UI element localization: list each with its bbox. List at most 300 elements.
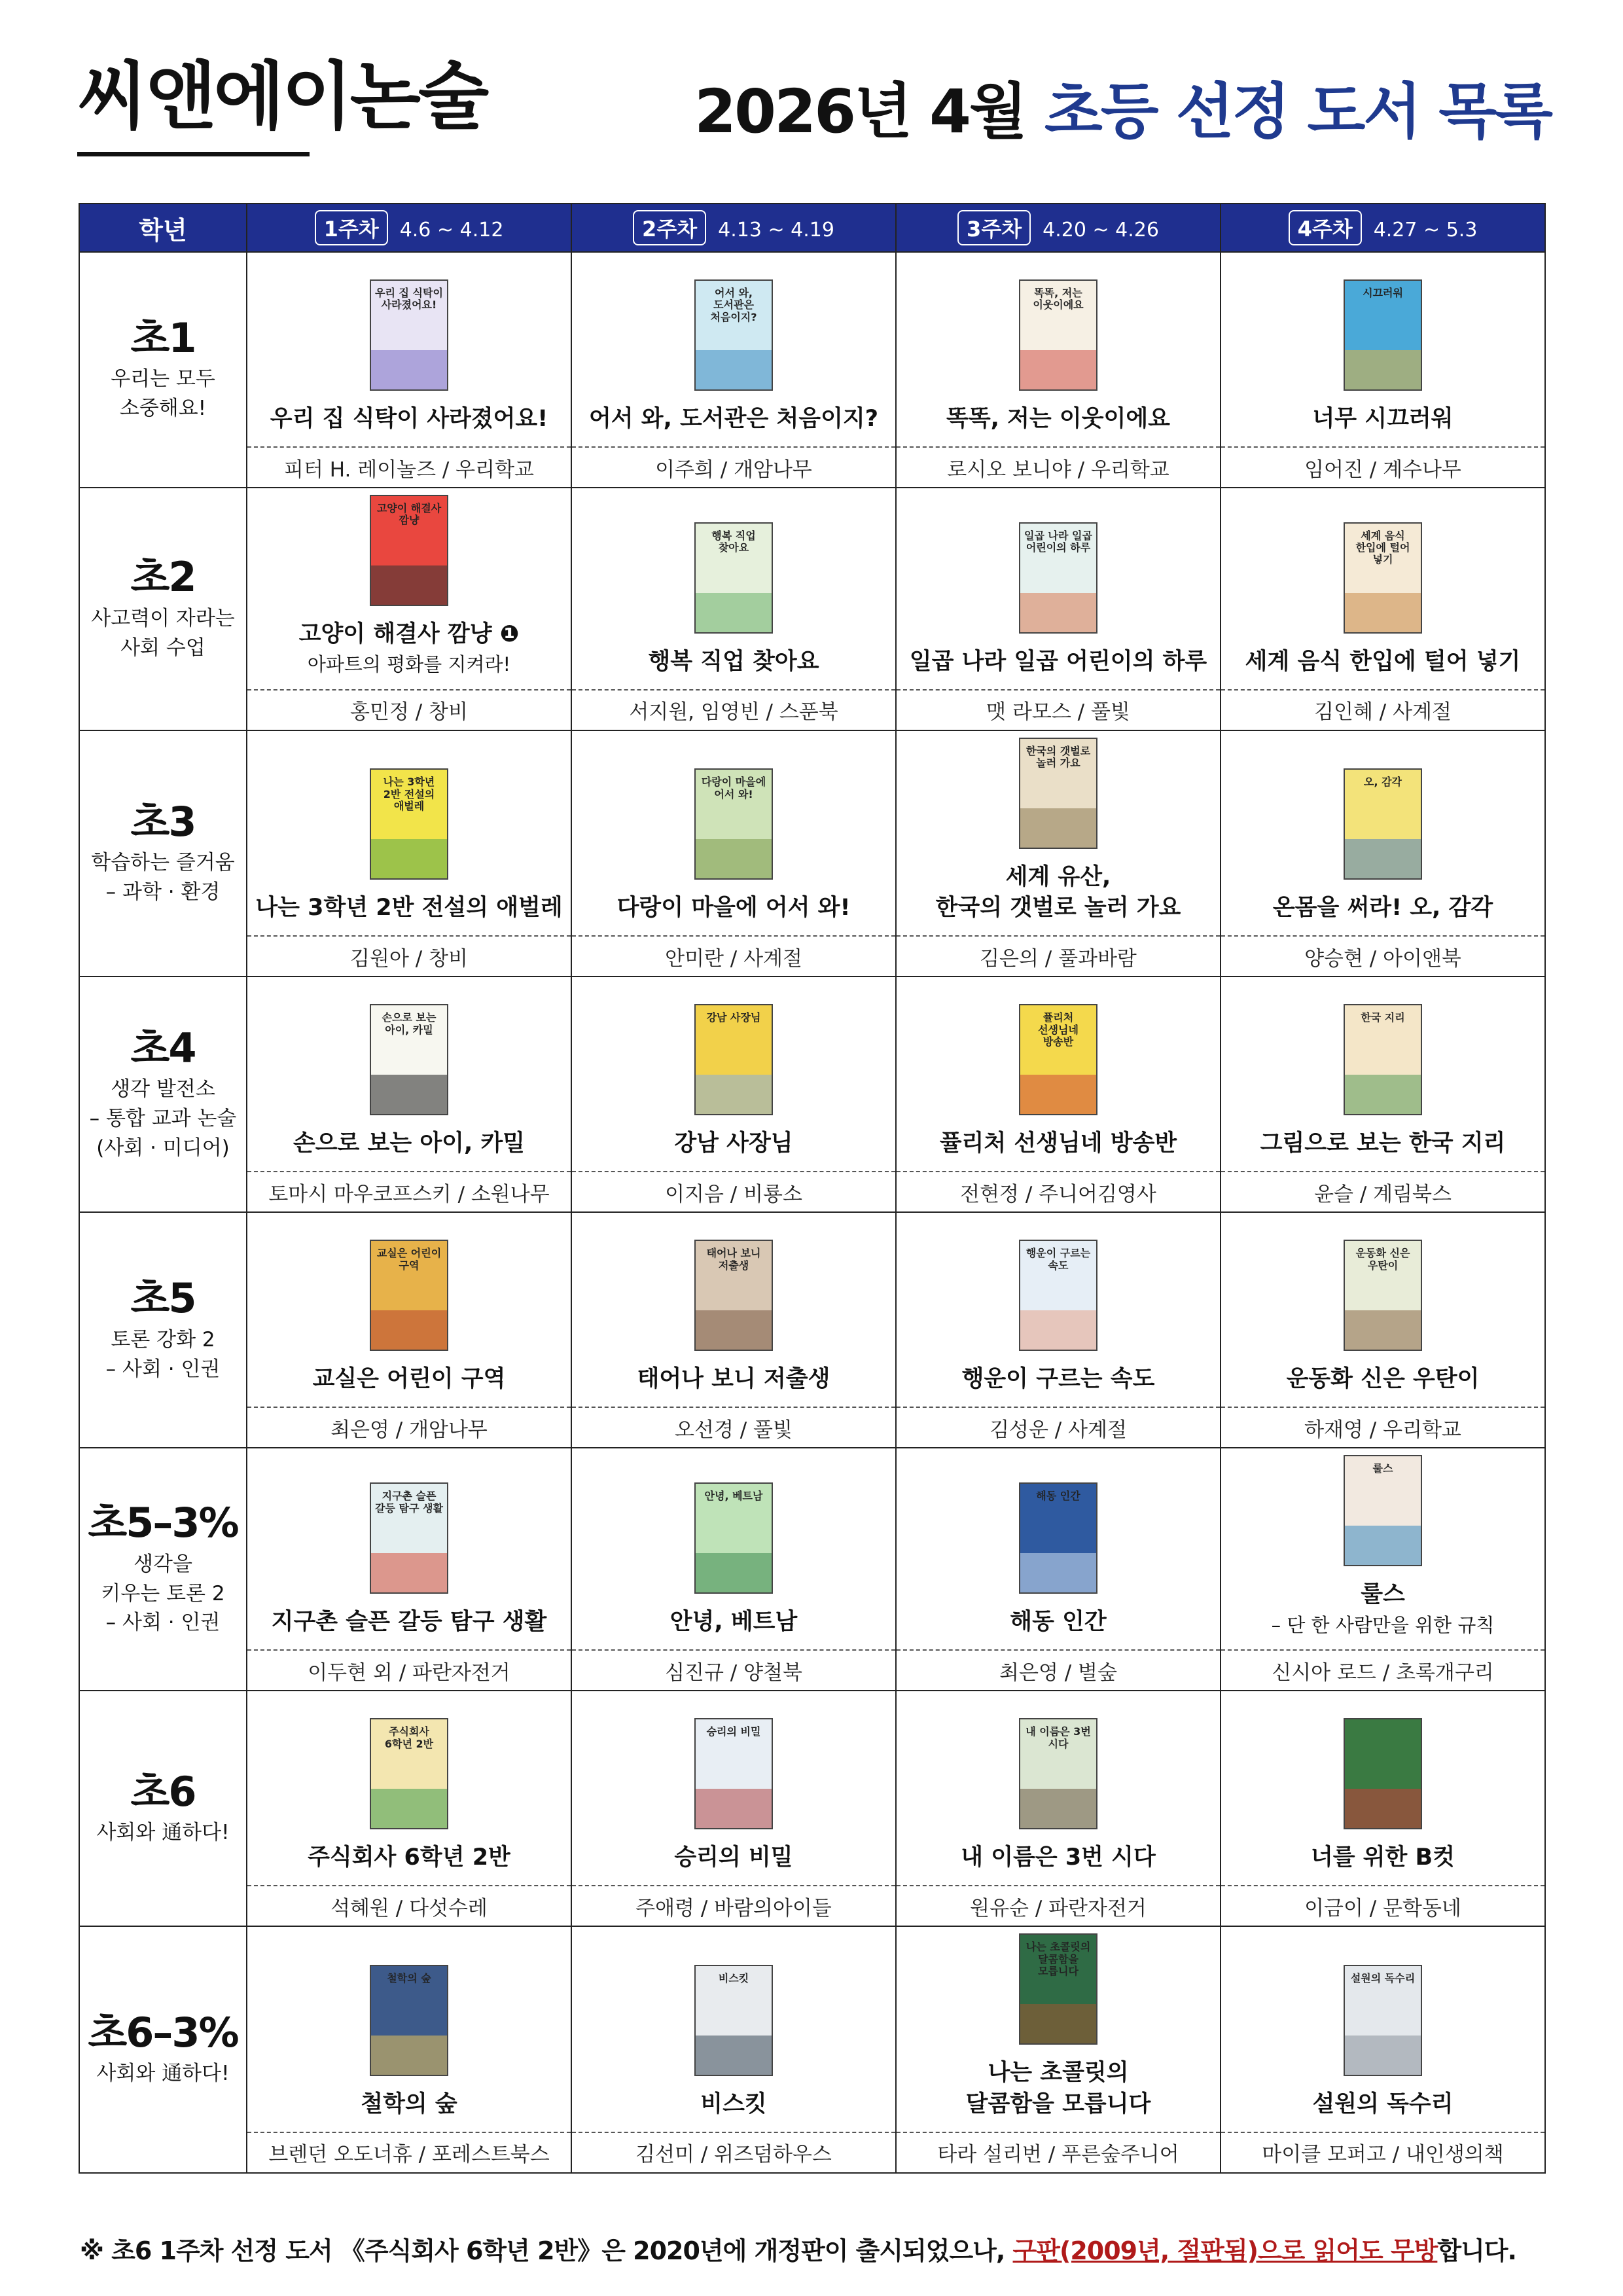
author-row bbox=[79, 447, 1545, 488]
book-cover-text: 한국 지리 bbox=[1361, 1011, 1405, 1024]
book-cover-wrapper bbox=[1221, 762, 1544, 880]
grade-name: 초5 bbox=[130, 1274, 196, 1323]
book-cell-padding bbox=[897, 435, 1220, 446]
book-cover-illustration bbox=[696, 593, 772, 632]
book-cover-image bbox=[1019, 279, 1097, 391]
week-header-3 bbox=[896, 204, 1221, 252]
grade-description-line: 사회 수업 bbox=[120, 636, 205, 660]
book-cell bbox=[896, 730, 1221, 937]
book-cell bbox=[1221, 730, 1545, 937]
grade-description bbox=[80, 1325, 246, 1384]
week-dates: 4.20 ~ 4.26 bbox=[1043, 219, 1159, 242]
title-highlight: 초등 선정 도서 목록 bbox=[1044, 77, 1551, 147]
book-title: 다랑이 마을에 어서 와! bbox=[616, 895, 851, 922]
book-author-publisher: 김은의 / 풀과바람 bbox=[896, 936, 1221, 977]
book-cover-illustration bbox=[1345, 1310, 1421, 1350]
book-cell bbox=[571, 1926, 896, 2132]
book-cell bbox=[896, 1926, 1221, 2132]
table-row bbox=[79, 252, 1545, 447]
book-cover-image bbox=[1344, 1718, 1422, 1829]
book-cover-image bbox=[370, 1240, 448, 1351]
book-title: 행복 직업 찾아요 bbox=[648, 648, 819, 675]
grade-name: 초2 bbox=[130, 553, 196, 601]
book-cover-text: 다랑이 마을에 어서 와! bbox=[701, 776, 766, 800]
book-author-publisher: 이주희 / 개암나무 bbox=[571, 447, 896, 488]
table-header-row bbox=[79, 204, 1545, 252]
grade-description-line: (사회 · 미디어) bbox=[96, 1136, 230, 1160]
book-subtitle: 아파트의 평화를 지켜라! bbox=[307, 653, 511, 676]
book-cell-padding bbox=[572, 435, 895, 446]
book-cell bbox=[571, 977, 896, 1172]
book-title: 강남 사장님 bbox=[674, 1130, 793, 1157]
book-author-publisher: 석혜원 / 다섯수레 bbox=[247, 1886, 571, 1926]
book-cover-image bbox=[1019, 1933, 1097, 2045]
book-author-publisher: 임어진 / 계수나무 bbox=[1221, 447, 1545, 488]
book-title: 지구촌 슬픈 갈등 탐구 생활 bbox=[271, 1609, 547, 1636]
book-cover-wrapper bbox=[572, 997, 895, 1115]
book-cover-text: 고양이 해결사 깜냥 bbox=[376, 502, 442, 527]
book-cover-image bbox=[694, 522, 773, 634]
book-author-publisher: 서지원, 임영빈 / 스푼북 bbox=[571, 690, 896, 730]
book-cover-wrapper bbox=[247, 1958, 571, 2076]
book-cover-image bbox=[370, 1004, 448, 1115]
grade-description bbox=[80, 848, 246, 907]
book-cover-illustration bbox=[696, 1553, 772, 1592]
book-title: 똑똑, 저는 이웃이에요 bbox=[946, 405, 1170, 432]
book-cell bbox=[571, 1212, 896, 1407]
book-cover-text: 세계 음식 한입에 털어 넣기 bbox=[1355, 529, 1410, 566]
book-cell-padding bbox=[247, 677, 571, 689]
book-cell bbox=[1221, 488, 1545, 690]
grade-description bbox=[80, 2059, 246, 2089]
book-cover-text: 어서 와, 도서관은 처음이지? bbox=[710, 286, 757, 323]
grade-cell bbox=[79, 252, 247, 488]
book-cover-text: 오, 감각 bbox=[1363, 776, 1402, 789]
book-cover-illustration bbox=[1020, 593, 1096, 632]
book-title: 안녕, 베트남 bbox=[669, 1609, 798, 1636]
book-cover-image bbox=[1344, 1240, 1422, 1351]
book-cover-wrapper bbox=[1221, 1448, 1544, 1566]
book-cover-illustration bbox=[1345, 350, 1421, 389]
author-row bbox=[79, 1886, 1545, 1926]
book-author-publisher: 김원아 / 창비 bbox=[247, 936, 571, 977]
book-cover-text: 철학의 숲 bbox=[387, 1971, 431, 1984]
book-title: 손으로 보는 아이, 카밀 bbox=[293, 1130, 526, 1157]
book-title: 철학의 숲 bbox=[361, 2090, 457, 2117]
book-cell-padding bbox=[897, 1395, 1220, 1407]
book-cover-wrapper bbox=[1221, 273, 1544, 391]
book-author-publisher: 이금이 / 문학동네 bbox=[1221, 1886, 1545, 1926]
book-cover-illustration bbox=[1020, 350, 1096, 389]
book-author-publisher: 주애령 / 바람의아이들 bbox=[571, 1886, 896, 1926]
book-author-publisher: 전현정 / 주니어김영사 bbox=[896, 1172, 1221, 1212]
book-cell-padding bbox=[1221, 1873, 1544, 1885]
grade-cell bbox=[79, 1212, 247, 1448]
book-cell-padding bbox=[1221, 435, 1544, 446]
book-cell bbox=[247, 488, 571, 690]
book-title: 너를 위한 B컷 bbox=[1310, 1844, 1455, 1871]
book-cover-wrapper bbox=[247, 1476, 571, 1594]
book-cell-padding bbox=[572, 2120, 895, 2132]
book-author-publisher: 김선미 / 위즈덤하우스 bbox=[571, 2132, 896, 2173]
grade-name: 초6 bbox=[130, 1767, 196, 1816]
book-cover-wrapper bbox=[897, 1476, 1220, 1594]
book-cover-image bbox=[694, 1482, 773, 1594]
book-subtitle: – 단 한 사람만을 위한 규칙 bbox=[1271, 1613, 1495, 1636]
book-cover-wrapper bbox=[897, 997, 1220, 1115]
book-cover-image bbox=[1019, 1482, 1097, 1594]
book-author-publisher: 오선경 / 풀빛 bbox=[571, 1407, 896, 1448]
book-author-publisher: 이두현 외 / 파란자전거 bbox=[247, 1650, 571, 1691]
book-cover-illustration bbox=[371, 565, 447, 605]
grade-description-line: 사회와 通하다! bbox=[96, 2062, 230, 2086]
week-tag: 3주차 bbox=[957, 210, 1031, 245]
footnote-suffix: 합니다. bbox=[1437, 2236, 1516, 2265]
book-cell-padding bbox=[247, 1873, 571, 1885]
grade-description bbox=[80, 1550, 246, 1638]
book-author-publisher: 피터 H. 레이놀즈 / 우리학교 bbox=[247, 447, 571, 488]
book-subtitle: 한국의 갯벌로 놀러 가요 bbox=[935, 895, 1181, 922]
grade-name: 초6–3% bbox=[88, 2009, 238, 2057]
book-cover-text: 똑똑, 저는 이웃이에요 bbox=[1033, 286, 1084, 312]
book-cover-wrapper bbox=[897, 731, 1220, 849]
book-cover-illustration bbox=[696, 839, 772, 878]
grade-description-line: 키우는 토론 2 bbox=[101, 1581, 225, 1605]
book-author-publisher: 맷 라모스 / 풀빛 bbox=[896, 690, 1221, 730]
book-list-table bbox=[79, 203, 1546, 2174]
book-cover-illustration bbox=[1020, 1310, 1096, 1350]
book-title: 비스킷 bbox=[700, 2090, 767, 2117]
book-cover-illustration bbox=[371, 1075, 447, 1114]
week-header-1 bbox=[247, 204, 571, 252]
book-author-publisher: 최은영 / 개암나무 bbox=[247, 1407, 571, 1448]
book-author-publisher: 마이클 모퍼고 / 내인생의책 bbox=[1221, 2132, 1545, 2173]
book-cover-text: 비스킷 bbox=[718, 1971, 749, 1984]
book-cover-image bbox=[694, 1965, 773, 2076]
footnote bbox=[80, 2231, 1516, 2267]
week-tag: 4주차 bbox=[1289, 210, 1362, 245]
book-cell-padding bbox=[572, 1159, 895, 1171]
grade-description-line: – 사회 · 인권 bbox=[105, 1611, 221, 1635]
week-dates: 4.13 ~ 4.19 bbox=[718, 219, 834, 242]
book-cell bbox=[571, 1448, 896, 1650]
book-cover-illustration bbox=[371, 1553, 447, 1592]
book-title: 설원의 독수리 bbox=[1312, 2090, 1454, 2117]
grade-cell bbox=[79, 1926, 247, 2173]
book-cell bbox=[896, 1691, 1221, 1886]
table-row bbox=[79, 977, 1545, 1172]
book-author-publisher: 김인혜 / 사계절 bbox=[1221, 690, 1545, 730]
book-cell-padding bbox=[247, 1638, 571, 1649]
grade-cell bbox=[79, 1691, 247, 1926]
book-cover-image bbox=[1019, 522, 1097, 634]
book-cover-illustration bbox=[696, 1310, 772, 1350]
book-cover-image bbox=[1344, 279, 1422, 391]
book-cover-illustration bbox=[371, 350, 447, 389]
book-cell-padding bbox=[572, 1395, 895, 1407]
book-cover-illustration bbox=[696, 1075, 772, 1114]
book-title: 고양이 해결사 깜냥 ❶ bbox=[298, 621, 520, 647]
book-cell-padding bbox=[1221, 924, 1544, 935]
book-title: 그림으로 보는 한국 지리 bbox=[1260, 1130, 1506, 1157]
book-cover-illustration bbox=[1345, 839, 1421, 878]
book-title: 운동화 신은 우탄이 bbox=[1286, 1366, 1480, 1393]
book-cover-text: 승리의 비밀 bbox=[706, 1725, 761, 1738]
book-cover-illustration bbox=[371, 2036, 447, 2075]
book-cover-text: 시끄러워 bbox=[1363, 286, 1403, 299]
grade-description-line: – 과학 · 환경 bbox=[105, 880, 221, 905]
book-cover-wrapper bbox=[1221, 1958, 1544, 2076]
grade-name: 초4 bbox=[130, 1024, 196, 1072]
book-title: 주식회사 6학년 2반 bbox=[308, 1844, 510, 1871]
book-title: 내 이름은 3번 시다 bbox=[961, 1844, 1156, 1871]
book-cell-padding bbox=[1221, 1638, 1544, 1649]
book-cell-padding bbox=[1221, 677, 1544, 689]
book-cell-padding bbox=[247, 435, 571, 446]
book-title: 행운이 구르는 속도 bbox=[961, 1366, 1155, 1393]
book-cover-illustration bbox=[1020, 2004, 1096, 2043]
book-author-publisher: 로시오 보니야 / 우리학교 bbox=[896, 447, 1221, 488]
grade-description-line: 생각 발전소 bbox=[111, 1077, 215, 1102]
book-cover-wrapper bbox=[897, 1233, 1220, 1351]
book-cell bbox=[1221, 252, 1545, 447]
author-row bbox=[79, 936, 1545, 977]
book-cover-wrapper bbox=[897, 516, 1220, 634]
book-title: 룰스 bbox=[1361, 1581, 1405, 1608]
table-row bbox=[79, 1926, 1545, 2132]
grade-description-line: 생각을 bbox=[134, 1552, 192, 1576]
book-author-publisher: 브렌던 오도너휴 / 포레스트북스 bbox=[247, 2132, 571, 2173]
book-cell bbox=[1221, 1212, 1545, 1407]
grade-description-line: – 사회 · 인권 bbox=[105, 1357, 221, 1381]
book-cell bbox=[1221, 1926, 1545, 2132]
book-cell bbox=[247, 730, 571, 937]
book-cover-illustration bbox=[371, 1310, 447, 1350]
table-body bbox=[79, 252, 1545, 2173]
book-cover-wrapper bbox=[572, 762, 895, 880]
book-title: 나는 초콜릿의 bbox=[988, 2060, 1129, 2087]
book-cell bbox=[1221, 1448, 1545, 1650]
author-row bbox=[79, 2132, 1545, 2173]
book-cell bbox=[247, 1448, 571, 1650]
book-cover-wrapper bbox=[1221, 1712, 1544, 1829]
book-cover-illustration bbox=[371, 839, 447, 878]
book-cell bbox=[571, 488, 896, 690]
book-cell-padding bbox=[897, 677, 1220, 689]
book-cover-wrapper bbox=[897, 1927, 1220, 2045]
brand-logo: 씨앤에이논술 bbox=[77, 54, 487, 139]
grade-column-header: 학년 bbox=[79, 204, 247, 252]
book-cell bbox=[896, 977, 1221, 1172]
book-cover-image bbox=[370, 768, 448, 880]
book-title: 나는 3학년 2반 전설의 애벌레 bbox=[255, 895, 563, 922]
book-cover-image bbox=[694, 1718, 773, 1829]
week-header-4 bbox=[1221, 204, 1545, 252]
book-cover-text: 퓰리처 선생님네 방송반 bbox=[1038, 1011, 1079, 1048]
book-cell bbox=[571, 252, 896, 447]
grade-description bbox=[80, 1075, 246, 1163]
book-title: 우리 집 식탁이 사라졌어요! bbox=[270, 405, 548, 432]
book-author-publisher: 홍민정 / 창비 bbox=[247, 690, 571, 730]
book-cover-wrapper bbox=[897, 1712, 1220, 1829]
book-author-publisher: 윤슬 / 계림북스 bbox=[1221, 1172, 1545, 1212]
book-author-publisher: 이지음 / 비룡소 bbox=[571, 1172, 896, 1212]
book-cover-illustration bbox=[1020, 1789, 1096, 1828]
book-cell bbox=[571, 1691, 896, 1886]
book-cell-padding bbox=[897, 2120, 1220, 2132]
book-cover-image bbox=[370, 1965, 448, 2076]
book-cell-padding bbox=[247, 924, 571, 935]
book-cover-wrapper bbox=[1221, 997, 1544, 1115]
table-row bbox=[79, 1691, 1545, 1886]
book-cell bbox=[1221, 1691, 1545, 1886]
book-cover-image bbox=[1344, 522, 1422, 634]
grade-description bbox=[80, 1818, 246, 1848]
author-row bbox=[79, 1407, 1545, 1448]
book-cell-padding bbox=[897, 1873, 1220, 1885]
table-row bbox=[79, 730, 1545, 937]
book-cell bbox=[896, 252, 1221, 447]
book-cover-illustration bbox=[1020, 1553, 1096, 1592]
book-cover-image bbox=[1344, 1004, 1422, 1115]
brand-underline bbox=[77, 152, 310, 156]
book-cell-padding bbox=[572, 677, 895, 689]
book-cover-wrapper bbox=[572, 273, 895, 391]
book-cell-padding bbox=[572, 1873, 895, 1885]
book-cell-padding bbox=[572, 924, 895, 935]
book-cover-image bbox=[1019, 1718, 1097, 1829]
book-cover-wrapper bbox=[572, 1712, 895, 1829]
book-cover-image bbox=[694, 1004, 773, 1115]
book-cover-wrapper bbox=[247, 762, 571, 880]
author-row bbox=[79, 1650, 1545, 1691]
book-cover-text: 운동화 신은 우탄이 bbox=[1355, 1247, 1410, 1272]
book-cover-image bbox=[1344, 1455, 1422, 1566]
book-cover-image bbox=[694, 279, 773, 391]
book-cover-wrapper bbox=[1221, 516, 1544, 634]
book-cover-text: 나는 3학년 2반 전설의 애벌레 bbox=[383, 776, 435, 812]
book-cell bbox=[247, 1691, 571, 1886]
book-cell-padding bbox=[1221, 2120, 1544, 2132]
grade-cell bbox=[79, 488, 247, 730]
grade-description bbox=[80, 365, 246, 423]
book-cover-wrapper bbox=[572, 516, 895, 634]
book-cell-padding bbox=[1221, 1395, 1544, 1407]
grade-description-line: 학습하는 즐거움 bbox=[91, 851, 235, 875]
book-cover-text: 한국의 갯벌로 놀러 가요 bbox=[1026, 744, 1091, 770]
book-cover-text: 교실은 어린이 구역 bbox=[376, 1247, 442, 1272]
week-dates: 4.27 ~ 5.3 bbox=[1373, 219, 1478, 242]
grade-cell bbox=[79, 730, 247, 977]
grade-description-line: 사회와 通하다! bbox=[96, 1821, 230, 1844]
week-tag: 2주차 bbox=[633, 210, 706, 245]
book-author-publisher: 타라 설리번 / 푸른숲주니어 bbox=[896, 2132, 1221, 2173]
book-cover-image bbox=[370, 495, 448, 606]
book-cover-image bbox=[1019, 1004, 1097, 1115]
table-row bbox=[79, 1212, 1545, 1407]
book-cell-padding bbox=[247, 1395, 571, 1407]
table-row bbox=[79, 1448, 1545, 1650]
book-cover-image bbox=[370, 279, 448, 391]
book-cover-image bbox=[370, 1482, 448, 1594]
book-title: 일곱 나라 일곱 어린이의 하루 bbox=[909, 648, 1207, 675]
grade-description-line: 토론 강화 2 bbox=[111, 1327, 215, 1352]
book-author-publisher: 원유순 / 파란자전거 bbox=[896, 1886, 1221, 1926]
grade-description-line: 우리는 모두 bbox=[111, 367, 215, 391]
book-cell-padding bbox=[897, 1159, 1220, 1171]
book-cover-text: 해동 인간 bbox=[1036, 1490, 1080, 1503]
author-row bbox=[79, 1172, 1545, 1212]
grade-description-line: 소중해요! bbox=[119, 397, 207, 421]
book-author-publisher: 안미란 / 사계절 bbox=[571, 936, 896, 977]
book-cover-image bbox=[1344, 768, 1422, 880]
book-cover-illustration bbox=[696, 1789, 772, 1828]
book-cover-illustration bbox=[696, 2036, 772, 2075]
book-author-publisher: 심진규 / 양철북 bbox=[571, 1650, 896, 1691]
book-cover-text: 우리 집 식탁이 사라졌어요! bbox=[375, 286, 443, 312]
book-cover-wrapper bbox=[247, 1233, 571, 1351]
book-cell-padding bbox=[1221, 1159, 1544, 1171]
book-title: 어서 와, 도서관은 처음이지? bbox=[588, 405, 879, 432]
book-cover-wrapper bbox=[247, 1712, 571, 1829]
book-cell bbox=[571, 730, 896, 937]
book-cell bbox=[896, 1448, 1221, 1650]
book-cover-wrapper bbox=[572, 1958, 895, 2076]
book-author-publisher: 하재영 / 우리학교 bbox=[1221, 1407, 1545, 1448]
book-title: 승리의 비밀 bbox=[674, 1844, 793, 1871]
book-title: 교실은 어린이 구역 bbox=[312, 1366, 506, 1393]
book-cell bbox=[896, 1212, 1221, 1407]
book-cell bbox=[247, 252, 571, 447]
book-cover-image bbox=[1019, 738, 1097, 849]
book-cell-padding bbox=[897, 924, 1220, 935]
footnote-prefix: ※ 초6 1주차 선정 도서 《주식회사 6학년 2반》은 2020년에 개정판이 출시되었으나, bbox=[80, 2236, 1013, 2265]
week-header-2 bbox=[571, 204, 896, 252]
grade-name: 초5–3% bbox=[88, 1499, 238, 1547]
book-cover-illustration bbox=[696, 350, 772, 389]
book-cover-text: 일곱 나라 일곱 어린이의 하루 bbox=[1024, 529, 1092, 554]
book-cell-padding bbox=[247, 1159, 571, 1171]
book-cover-text: 내 이름은 3번 시다 bbox=[1026, 1725, 1091, 1750]
book-cover-illustration bbox=[1345, 1526, 1421, 1565]
book-cell-padding bbox=[572, 1638, 895, 1649]
page-title bbox=[694, 77, 1551, 147]
book-cover-text: 강남 사장님 bbox=[706, 1011, 761, 1024]
book-cover-text: 행복 직업 찾아요 bbox=[711, 529, 756, 554]
book-cover-illustration bbox=[1345, 1789, 1421, 1828]
book-cover-image bbox=[694, 1240, 773, 1351]
book-cover-text: 태어나 보니 저출생 bbox=[706, 1247, 761, 1272]
grade-description-line: 사고력이 자라는 bbox=[91, 606, 235, 630]
book-cover-illustration bbox=[371, 1789, 447, 1828]
book-cover-wrapper bbox=[247, 488, 571, 606]
book-author-publisher: 양승현 / 아이앤북 bbox=[1221, 936, 1545, 977]
book-cover-text: 주식회사 6학년 2반 bbox=[384, 1725, 434, 1750]
book-title: 세계 유산, bbox=[1005, 863, 1111, 890]
book-author-publisher: 최은영 / 별숲 bbox=[896, 1650, 1221, 1691]
book-title: 세계 음식 한입에 털어 넣기 bbox=[1245, 648, 1521, 675]
book-cover-text: 행운이 구르는 속도 bbox=[1026, 1247, 1091, 1272]
book-cover-illustration bbox=[1020, 1075, 1096, 1114]
book-cover-wrapper bbox=[897, 273, 1220, 391]
book-title: 온몸을 써라! 오, 감각 bbox=[1272, 895, 1493, 922]
book-cell bbox=[896, 488, 1221, 690]
book-cover-wrapper bbox=[572, 1233, 895, 1351]
book-cover-illustration bbox=[1020, 808, 1096, 848]
book-cover-text: 설원의 독수리 bbox=[1350, 1971, 1416, 1984]
book-cover-image bbox=[1344, 1965, 1422, 2076]
table-row bbox=[79, 488, 1545, 690]
